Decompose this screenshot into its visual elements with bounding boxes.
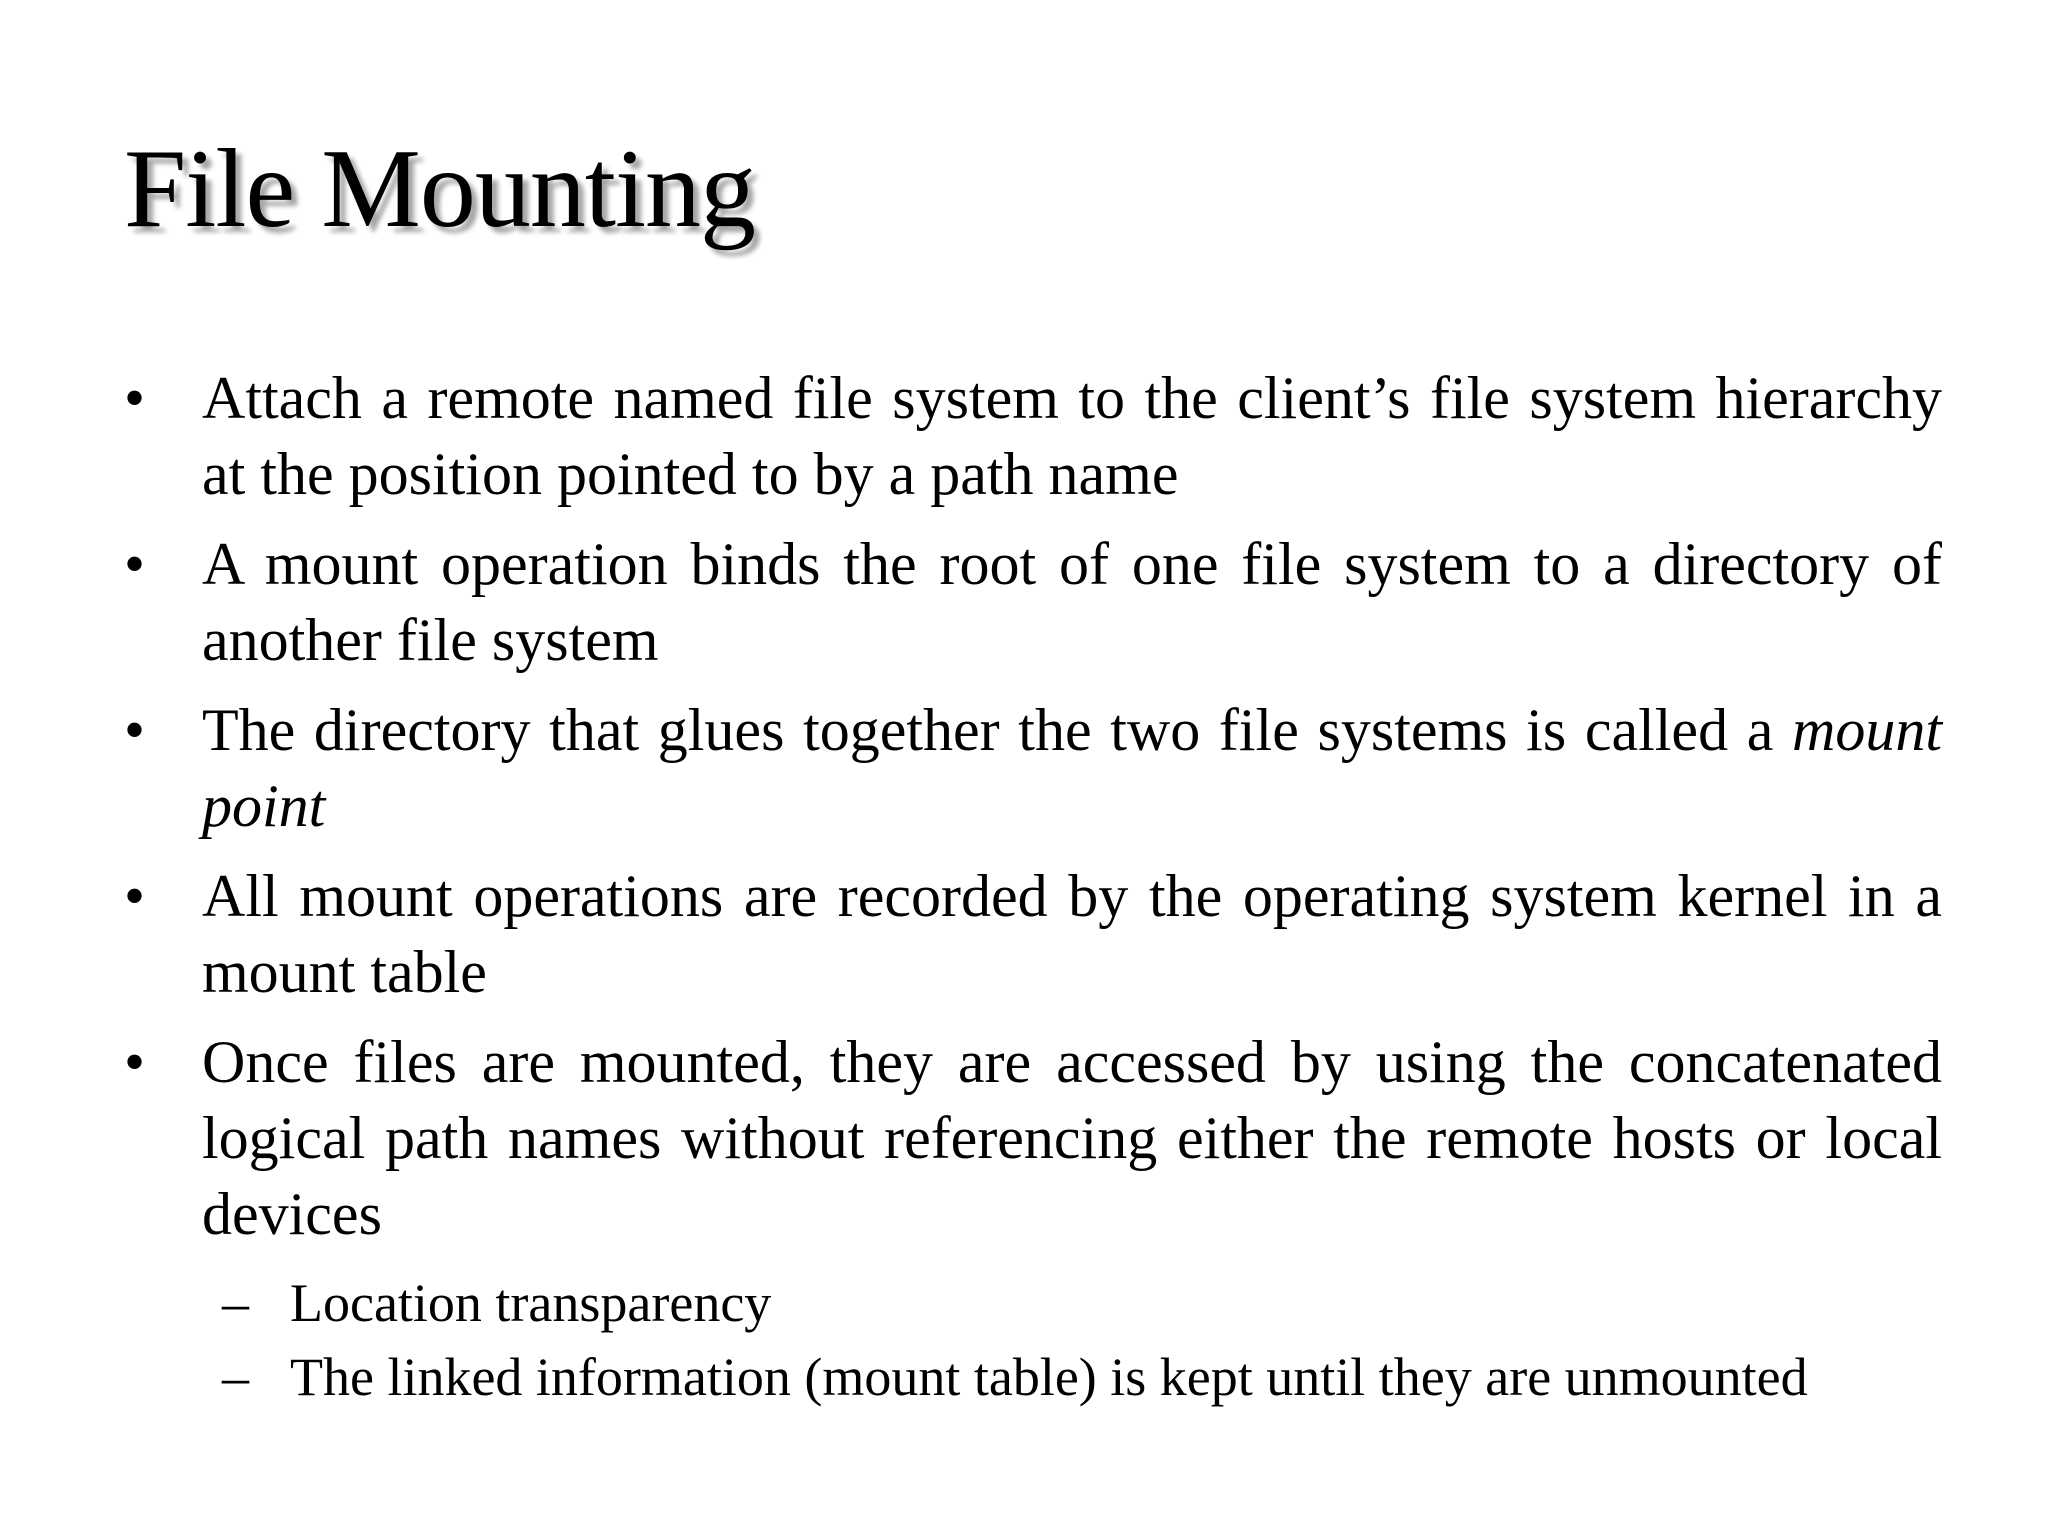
slide-title: File Mounting xyxy=(124,127,756,251)
bullet-text: All mount operations are recorded by the operating system kernel in a mount table xyxy=(202,863,1942,1005)
bullet-dot: • xyxy=(124,1029,146,1095)
sub-bullet-text: Location transparency xyxy=(290,1273,772,1333)
bullet-text: The directory that glues together the two file systems is called a xyxy=(202,697,1774,763)
bullet-text: A mount operation binds the root of one file system to a directory of another file system xyxy=(202,531,1942,673)
sub-bullet-item xyxy=(222,1266,1942,1340)
sub-bullet-dash: – xyxy=(222,1273,249,1333)
sub-bullet-list xyxy=(124,1266,1942,1414)
bullet-item xyxy=(124,858,1942,1010)
bullet-list xyxy=(124,360,1942,1414)
bullet-dot: • xyxy=(124,697,146,763)
bullet-text: Attach a remote named file system to the client’s file system hierarchy at the position pointed to by a path name xyxy=(202,365,1942,507)
bullet-text: Once files are mounted, they are accessed by using the concatenated logical path names without referencing either the remote hosts or local devices xyxy=(202,1029,1942,1247)
bullet-item xyxy=(124,692,1942,844)
bullet-item xyxy=(124,360,1942,512)
bullet-dot: • xyxy=(124,531,146,597)
sub-bullet-item xyxy=(222,1340,1942,1414)
bullet-item xyxy=(124,1024,1942,1252)
bullet-dot: • xyxy=(124,863,146,929)
sub-bullet-text: The linked information (mount table) is kept until they are unmounted xyxy=(290,1347,1808,1407)
bullet-item xyxy=(124,526,1942,678)
bullet-emphasis: mount point xyxy=(202,697,1943,839)
sub-bullet-dash: – xyxy=(222,1347,249,1407)
bullet-dot: • xyxy=(124,365,146,431)
